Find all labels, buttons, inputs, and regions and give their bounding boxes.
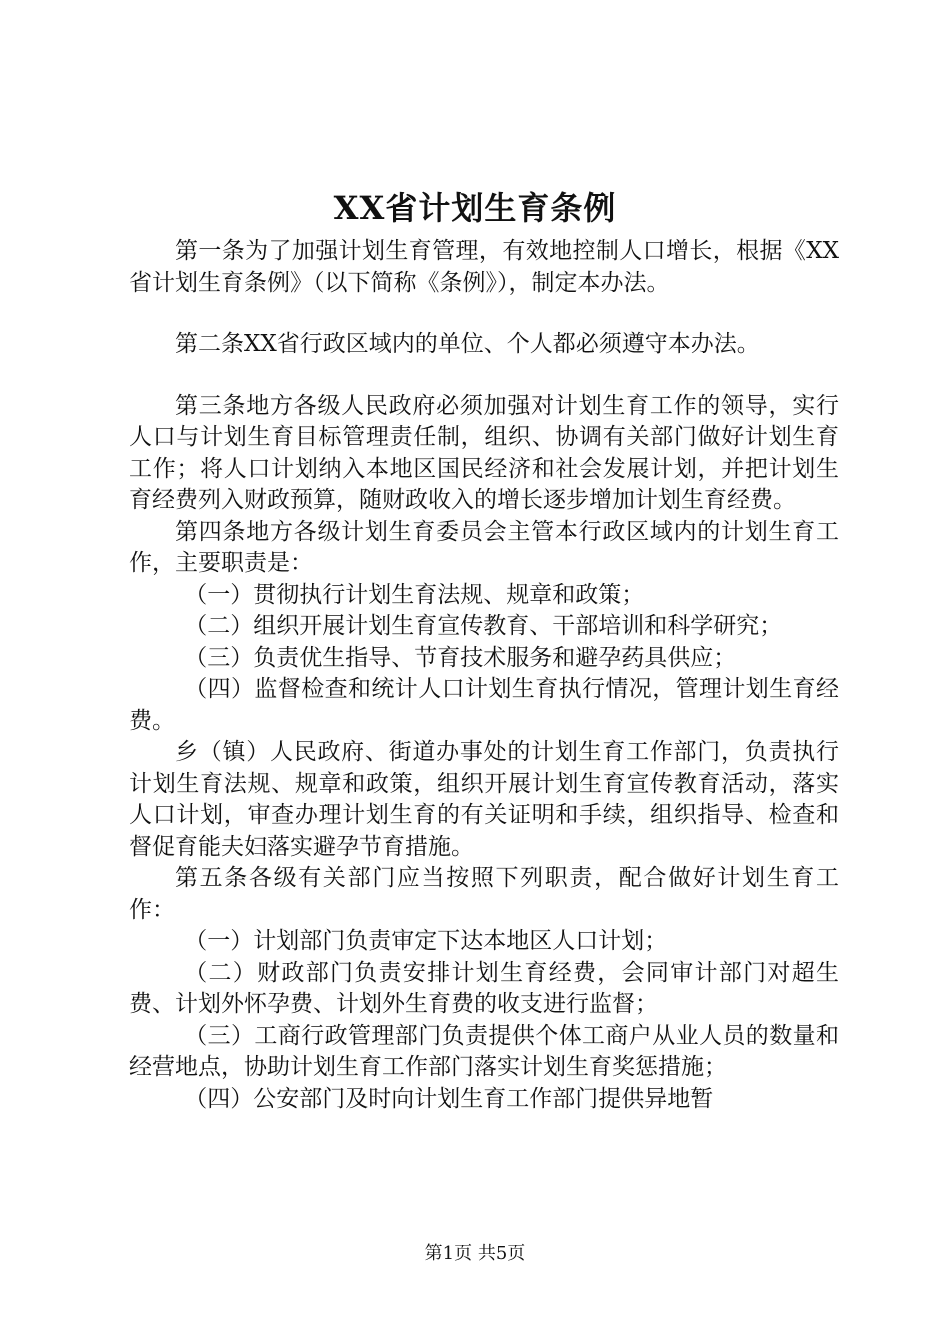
paragraph-article-5-item-2: （二）财政部门负责安排计划生育经费，会同审计部门对超生费、计划外怀孕费、计划外生育费的收支进行监督； bbox=[129, 959, 839, 1017]
paragraph-article-5: 第五条各级有关部门应当按照下列职责，配合做好计划生育工作： bbox=[129, 865, 839, 923]
paragraph-article-5-item-1: （一）计划部门负责审定下达本地区人口计划； bbox=[184, 928, 668, 954]
paragraph-article-4-item-4: （四）监督检查和统计人口计划生育执行情况，管理计划生育经费。 bbox=[129, 676, 839, 734]
paragraph-article-4-item-2: （二）组织开展计划生育宣传教育、干部培训和科学研究； bbox=[184, 613, 783, 639]
paragraph-article-1: 第一条为了加强计划生育管理，有效地控制人口增长，根据《XX省计划生育条例》（以下简称《条例》），制定本办法。 bbox=[129, 238, 839, 296]
paragraph-article-4-item-3: （三）负责优生指导、节育技术服务和避孕药具供应； bbox=[184, 644, 737, 671]
paragraph-article-4: 第四条地方各级计划生育委员会主管本行政区域内的计划生育工作，主要职责是： bbox=[129, 518, 839, 576]
page-footer: 第1页 共5页 bbox=[424, 1243, 526, 1264]
paragraph-article-3: 第三条地方各级人民政府必须加强对计划生育工作的领导，实行人口与计划生育目标管理责任制，组织、协调有关部门做好计划生育工作；将人口计划纳入本地区国民经济和社会发展计划，并把计划生育经费列入财政预算，随财政收入的增长逐步增加计划生育经费。 bbox=[129, 392, 839, 513]
paragraph-article-5-item-4: （四）公安部门及时向计划生育工作部门提供异地暂 bbox=[184, 1085, 714, 1112]
paragraph-article-2: 第二条XX省行政区域内的单位、个人都必须遵守本办法。 bbox=[175, 331, 760, 357]
paragraph-article-5-item-3: （三）工商行政管理部门负责提供个体工商户从业人员的数量和经营地点，协助计划生育工作部门落实计划生育奖惩措施； bbox=[129, 1022, 839, 1080]
document-body bbox=[129, 236, 839, 1115]
paragraph-article-4-item-1: （一）贯彻执行计划生育法规、规章和政策； bbox=[184, 581, 645, 608]
document-title: XX省计划生育条例 bbox=[333, 189, 617, 227]
paragraph-township-duties: 乡（镇）人民政府、街道办事处的计划生育工作部门，负责执行计划生育法规、规章和政策，组织开展计划生育宣传教育活动，落实人口计划，审查办理计划生育的有关证明和手续，组织指导、检查和督促育能夫妇落实避孕节育措施。 bbox=[129, 739, 839, 860]
